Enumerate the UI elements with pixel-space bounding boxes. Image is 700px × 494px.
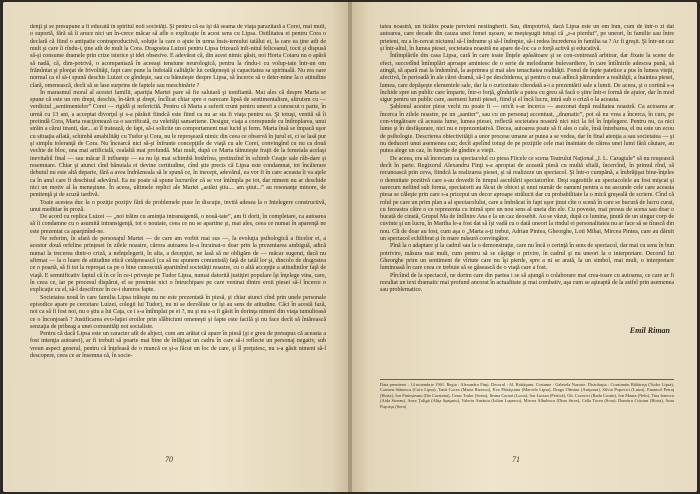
page-number: 71 [512, 455, 520, 464]
left-page [3, 2, 348, 492]
paragraph: Ne referim, în afară de personajul Martei — de care am vorbit mai sus —, la evoluţia psihologică a fiicelor ei, a acestor două orfeline prinţesei în zilele noastre, cărora autoarea le-a încuinat-o doar prin la prezentarea ambiguă, adică numai la trecerea dintr-o criză, a neînţelegerii, în alta, a decepţiei, ne lasă să ne obligăm de — măcar sugerat, dacă nu afirmat — la o luare de atitudine etică cetăţenească (ca să nu spunem comunistă) faţă de tatăl lor şi, dincolo de dragostea ce o poartă, să fi tot la reproşat ca pe o bine cunoscută apartinînd societăţii noastre, cu o altă accepţie a atitudinilor faţă de viaţă. E semnificativ faptul că în ce în ce-i priveşte pe Tudor Lipsa, numai datorită justiţiei populare îşi înţelege vina, care, în ceea ce, iar pe procesul dispărut, el se presimte nici o întruchipare pe care veninai dintre eroii piesei să-l încerce o explicaţie cu el, să-l descifreze în ce-i dureros fapte. [30, 236, 326, 294]
paragraph: Şablonul acestor piese vechi nu poate fi — oricît s-ar încerca — asezonat după realitatea noastră. Ca actoarea ar încerca în zilele noastre, pe un „santier”, sau cu un personaj accentuat, „dramatic”, pot să nu vrea a încerca, în curs, pe con-vingătoare că aceasta lume, lumea piesei, reflectă societatea noastră nici nici la fel în înţelegere. Pentru nu, ca nici lume şi în desfăşurare, nici nu e reprezentativă. Decea, autoarea poate să fi ales o cale, însă întrebarea, el nu este un ecou de psihologie. Descrierea obiectivităţii a unor procese umane ar putea a se vedea, dar în final atenţia a sau societatea — şi nu deduceri unui asemenea caz; decît apelînd totuşi de pe poziţiile cele mai înaintate de cătrea unei lumi fără căutare, au putea alege un caz, în funcţie de gîndire a vieţii. [380, 104, 674, 155]
page-number: 70 [165, 455, 173, 464]
paragraph: Toate acestea duc la o poziţie poziţiv fără de problemele puse în discuţie, invită adesea la o Intelegere constructivă, unui meditiar în proză. [30, 199, 326, 213]
paragraph: Întîmplările din casa Lipsa, cară în care toate lînţele apăsătoare şi se con-centrează arbitrar, dar fixate la scene de efect, succedînd întîmplări aproape amintesc de o serie de melodrame bulevardiere, în care întîlnirile adescea pună, să atingă, să apară mai la îndemînă, la asprimea şi mai ales tenacitatea realităţii. Fonul de fapte patetice a pus în lumea vieţii, afectivă, în perioadă în ale cărei dramă, să-l pe deschiderea, şi pentru o mai adîncă pătrundere a realităţii, a înaintea piesei, lumea, care depăşeşte elementele sale, dar la o curiozitate cîteodată a-i a prezentării sale a lumii. De aceea, şi o cortină s-a închide spre un public care împarte, într-o forţă, gîndurile a putea cu greu să facă o ştire într-o formă de ajutor, dar în mod sigur pentru un public care, asemeni lumii piesei, fiind şi el încă lucru, intră sub o criză o la aceasta. [380, 53, 674, 104]
paragraph: denţi şi se presupune a fi educată în spiritul noii societăţi. Şi pentru că ea îşi dă seama de viaţa parazitară a Corei, mai mult, o suportă, fără să îi aruce nici un în-cerce măcar să afle o explicaţie în acest sens cu Lipsa. Ostilitatea ei pentru Cora o declară că fiind o antipatie contraproductivă, soluţie la care o ajute în urma însis-temului tatălui ei, la care ea ţine atît de mult şi care îi rîndu-i, ţine atît de mult la Cora. Dragostea Luizei pentru Lipsa frizează infi-nitul feliceanul, tocit şi dispusă să-şi consume dramele prin crize isterice şi idei obsesive. E adevărat că, din acest nimic găsit, noi Horia Cotaru nu o apără să nadă, că, dim-potrivă, o acompaniază în aceeaşi tensiune neurologică, pentru la rîndu-i cu volup-tate într-un om frămîntat şi plonjat de frivolităţi, fapt care pune la îndoială calităţile lui cetăţeneşti şi capacitatea sa spirituală. Nu era oare normal ca el să-i spună deschis Luizei ce gîndeşte, sau cu bănuieşte despre Lipsa, să încerce să o deter-mine la o atitudine clară, omenească, decît să se lase surprins de faptele sau meschinărie ? [30, 24, 326, 89]
paragraph: Pîrcîind de la spectacol, ne dorim care din partea i se să ajungă o colaborare mai crea-toare cu autoarea, ce care ar fi rezultat un text dramatic mai profund ancorat în actualitate şi mai combativ, aşa cum se aşteaptă de la astfel prin asemenea sau problematice. [380, 272, 674, 294]
right-page [352, 2, 697, 492]
paragraph: De aceea, era să încercam ca spectacolul cu piesa Fiicele ce scena Teatrului Naţional „I. L. Caragiale” să nu reuşească decît în parte. Regizorul Alexandru Finţi s-a apropiat de această piesă cu multă sfială, încercînd, în primul rînd, să recunoască prin ceva, fiindcă la realizarea piesei, şi să realizeze un spectacol. Şi într-o cumpănă, a îmbrăţişat bine-înţeles o demnitate pozitivă care s-au dovedit în timpul ascultării spectatorilor. Deşi sugestiile au spectacolele au fost mişcat şi oarecum nefiind sub forma, spectatorii au făcut de obicei şi unui număr de oameni pentru a nu ascunde cele care aceasta piesa se căleşte prin care s-a priceput un decor aproape strălucit dar cu probabilitate la o mică greşeală de scriere. Cînd că rolul pe care un prim plan a al spectacolului, care a îmbrăcat în fapt uşor ţinut cîte o scenă în care se bucură de lucru curat, cu fereastra către o ce reprezenta cu inimă spre un nou sens al uneia din ele. Cu poveste, mai presus de scena sau doar o bucată de cinstă, Grupul Ma de întîlnire Ana e la un caz deosebit. Au se văzut, după ce lumina, ţinută de un singur corp de cuvinte şi un lucru, în Martha le-a fost dat să îşi vadă cu o dată uneori la rindul ei personalitatea nu ar face să se tîrască din nou. Cît de doar au fost, cum aşa o „Marta a-ţi trebui, Adrian Pintea, Gheorghe, Loti Mihai, Mircea Pintea, care au dăruit un spectacol echilibrat şi în mare măsură convingător. [380, 155, 674, 243]
paragraph: Pentru că dacă Lipsa este un caracter atît de abject, cum am arătat că apare în piesă (şi e greu de presupus că aceasta a fost intenţia autoarei), ar fi trebuit să poarte mai bine de înfăţişat un cadru în care să-i reflecte un personaj negativ, sub vreun aspect general, pentru că înţeleasă de o muncă ce şi-a făcut un loc de care, şi îl preţuiesc, nu s-a găsit nimeni să-l descopere, ceea ce ar însemna că, în socie- [30, 331, 326, 360]
footnote-divider [380, 379, 674, 380]
paragraph: În marasmul moral al acestei familii, apariţia Martei pare să fie salutară şi tonifiantă. Mai ales că despre Marta se spune că este un om drept, deschis, în-tărit şi drept, încîlcat chiar spre o oarecare lipsă de sentimentalism, altruism cu — verdictul „sentimentelor” Corei — rigidă şi nefericită. Pentru că Marta a suferit crunt pentru uneori a cunoscut o parte, în urmă cu 13 ani, a acceptat divorţul şi s-a părăsit fiindcă este fiind ca nu ar sta fi viaţa pentru ea. Şi totuşi, venită să îi pretindă Cora, Marta reacţionează ca o sacrificată, cu veleităţi samaritene. Desigur, viaţa a corespunde cu întîmplarea, unui străin a cărui tiranii, dar... ai îl tratează, de fapt, să-i solicite un comportament mai lucid şi ferm. Marta însă se împacă uşor cu situaţia aflată, schimbă amabilităţi cu Tudor şi Cora, nu le reproşează nimic din ceea ce observă în jurul ei, ci se lasă pur şi simplu toleranţă de Cora. Nu încearcă nici să-şi înfrunte concepţiile de viaţă cu ale Corei, convingînd cu nu ca două vechie de bloc, una mai artificială, cealaltă mai profundă. Mai mult, după ce Marta tăinuieşte fraţii de la femeiala acelaşi inevitabil final — sau măcar îl influenţe — ea nu îşi mai schimbă hotărîrea, pretinzînd în schimb Ceaţie sale răb-dare şi resemnare. Chiar şi atunci cînd bănuiala ei devine certitudine, cînd ştie precis că Lipsa este condamnat, tot încăierare debutul nu este altă deparie, fără a avea îndrăzneala să le spună ce, în inecept, adevărul, ea vor fi în care aceasta îi va aţele ca în anul care fi deschisul adevărul. Ea nu poate să spune lucrurilor că se vor întîmpla pe tot, dar nimeni nu ar deschide nici un motiv al la meneşiune. În aceea, ultimele replici ale Martei „astăzi ştiu.... am ştiut...” au resonanţe minore, de penitenţă şi de scuză tardivă. [30, 89, 326, 199]
paragraph: Societatea nouă în care familia Lipsa trăieşte nu ne este prezentată în piesă, şi chiar atunci cînd prin unele personale episodice apare pe cercetare Luizei, colegii lui Tudor), nu ni se dezvăluie ce îşi au sens de atitudine. Căci în acestă fază, noi ca să fi fost noi, nu o ştiu a lui Caţa, ce i s-a întîmplat pe ei ?, nu şi nu s-a fi găsit în dorinţa nimeni din viaţa tumultoasă ce o înconjoară ? Justificarea evo-luţiei eroilor prin slăbiciuni omeneşti şi fapte este facilă şi nu face decît să întărească senzaţia de pribeag a unei comunităţi noi socialiste. [30, 294, 326, 330]
left-page-text [30, 24, 326, 455]
right-page-text [380, 24, 674, 378]
paragraph: De acord cu replica Luizei — „noi trăim cu aminţia intransigentă, o nouă-tate”, am fi dorit, în completare, ca autoarea să îi condamne cu o asumită intransigenţă, tot o noutate, ceea ce nu se apartine şi, mai ales, ceea ce numai în aparenţă ne este prezentat ca aparţinînd-ne. [30, 214, 326, 235]
footnote: Data premierei : 14 noiembrie 1961. Regia : Alexandru Finţi. Decorul : Al. Brătăşanu. Costume : Gabriela Nazarie. Distribuţia : Constantin Băltăreţu (Tudor Lipsa), Carmen Stănescu (Cora Lipsa), Tanti Cocea (Marta Rizescu), Eva Pătrăşcanu (Marcela Lipsa), Draga Olteanu (Anişoara), Silvia Popovici (Luiza), Emanoil Petruţ (Horia), Ion Finteşteanu (Ilie Caratanu), Cezar Tudor (Sorin), Ileana Cernat (Lucia), Ion Lucian (Petrică), Gh. Cozorici (Radu Costin), Ion Manta (Nelu), Tina Ionescu (Aida Stoean), Anca Ţuligă (Aliţa Spaţariu), Valeriu Arnăutu (Iulian Lupescu), Mircea Albulescu (Dinu Stroe), Cella Tocea (Sora), Dumitru Crăciun (Horia), Aura Puşcaşu (Sora) [380, 382, 674, 409]
paragraph: tatea noastră, un ticălos poate pervieni nestingherit. Sau, dimpotrivă, dacă Lipsa este un om bun, cum de într-o zi dat autoarea, care decade din cauza unei femei uşoare, se meşteşugit totuşi că „s-a pierdut”, pe uneori, în familie sau între prieteni, nu a în-cercat niciunul să-l îndrume şi să-l îndrepte, să-i redea încrederea în familia sa ? Ar fi greşit. Şi într-un caz şi într-altul, în lumea piesei, societatea noastră nu apare de-loc ca o forţă activă şi educativă. [380, 24, 674, 52]
paragraph: Pînă la o adaptare şi la cadrul sau la o demonstraţie, care nu încă o cerinţă în sens de spectacol, dar mai cu sens în bun potrivire, măsura mai mult, cum pentru să se câştige o privire, în cadrul şi nu uneori la o interpretare. Decorul lui Gheorghe prim un sentiment de vîrtute care nu îşi pierde, spre a ni se arată, la un simbol, mai mult, o interpretare luminoasă în care ceea ce trebuie să se găsească de o viaţă care a fost. [380, 243, 674, 272]
author-signature: Emil Riman [629, 326, 670, 335]
book-spread [3, 2, 697, 492]
